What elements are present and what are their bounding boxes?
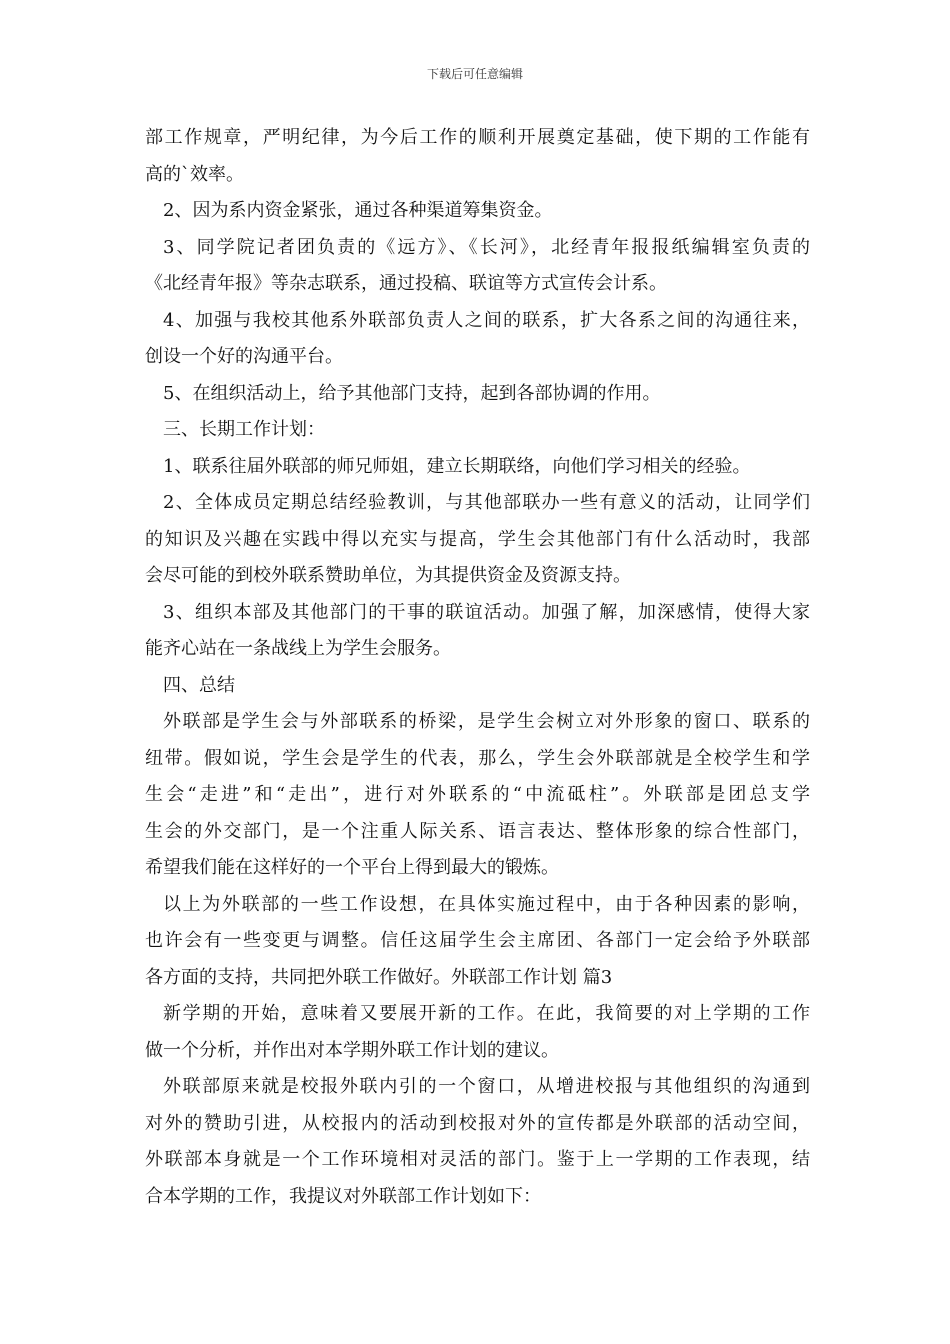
text-line: 会尽可能的到校外联系赞助单位，为其提供资金及资源支持。 xyxy=(145,565,631,586)
text-line: 能齐心站在一条战线上为学生会服务。 xyxy=(145,638,451,659)
text-line: 外联部是学生会与外部联系的桥梁，是学生会树立对外形象的窗口、联系的 xyxy=(163,711,810,732)
text-line: 纽带。假如说，学生会是学生的代表，那么，学生会外联部就是全校学生和学 xyxy=(145,747,810,769)
text-line: 做一个分析，并作出对本学期外联工作计划的建议。 xyxy=(145,1039,559,1061)
text-line: 各方面的支持，共同把外联工作做好。外联部工作计划 篇3 xyxy=(145,966,613,988)
text-line: 高的`效率。 xyxy=(145,163,244,185)
text-line: 2、全体成员定期总结经验教训，与其他部联办一些有意义的活动，让同学们 xyxy=(163,492,810,513)
text-line: 生会的外交部门，是一个注重人际关系、语言表达、整体形象的综合性部门， xyxy=(145,820,810,842)
text-line: 2、因为系内资金紧张，通过各种渠道筹集资金。 xyxy=(163,200,553,221)
text-line: 创设一个好的沟通平台。 xyxy=(145,346,343,367)
text-line: 外联部原来就是校报外联内引的一个窗口，从增进校报与其他组织的沟通到 xyxy=(163,1076,810,1097)
document-body xyxy=(145,120,810,1215)
text-line: 三、长期工作计划： xyxy=(163,419,325,440)
text-line: 5、在组织活动上，给予其他部门支持，起到各部协调的作用。 xyxy=(163,382,661,404)
text-line: 生会“走进”和“走出”，进行对外联系的“中流砥柱”。外联部是团总支学 xyxy=(145,784,810,805)
text-line: 1、联系往届外联部的师兄师姐，建立长期联络，向他们学习相关的经验。 xyxy=(163,455,751,477)
text-line: 部工作规章，严明纪律，为今后工作的顺利开展奠定基础，使下期的工作能有 xyxy=(145,127,810,148)
text-line: 3、同学院记者团负责的《远方》、《长河》，北经青年报报纸编辑室负责的 xyxy=(163,236,810,258)
text-line: 以上为外联部的一些工作设想，在具体实施过程中，由于各种因素的影响， xyxy=(163,893,810,915)
text-line: 4、加强与我校其他系外联部负责人之间的联系，扩大各系之间的沟通往来， xyxy=(163,309,810,331)
text-line: 希望我们能在这样好的一个平台上得到最大的锻炼。 xyxy=(145,857,559,878)
text-line: 对外的赞助引进，从校报内的活动到校报对外的宣传都是外联部的活动空间， xyxy=(145,1112,810,1134)
text-line: 《北经青年报》等杂志联系，通过投稿、联谊等方式宣传会计系。 xyxy=(145,273,667,294)
text-line: 的知识及兴趣在实践中得以充实与提高，学生会其他部门有什么活动时，我部 xyxy=(145,528,810,550)
text-line: 外联部本身就是一个工作环境相对灵活的部门。鉴于上一学期的工作表现，结 xyxy=(145,1149,810,1170)
text-line: 也许会有一些变更与调整。信任这届学生会主席团、各部门一定会给予外联部 xyxy=(145,930,810,951)
text-line: 新学期的开始，意味着又要展开新的工作。在此，我简要的对上学期的工作 xyxy=(163,1003,810,1024)
text-line: 四、总结 xyxy=(163,674,235,696)
text-line: 合本学期的工作，我提议对外联部工作计划如下： xyxy=(145,1185,541,1207)
page-header: 下载后可任意编辑 xyxy=(426,67,523,81)
text-line: 3、组织本部及其他部门的干事的联谊活动。加强了解，加深感情，使得大家 xyxy=(163,601,810,623)
